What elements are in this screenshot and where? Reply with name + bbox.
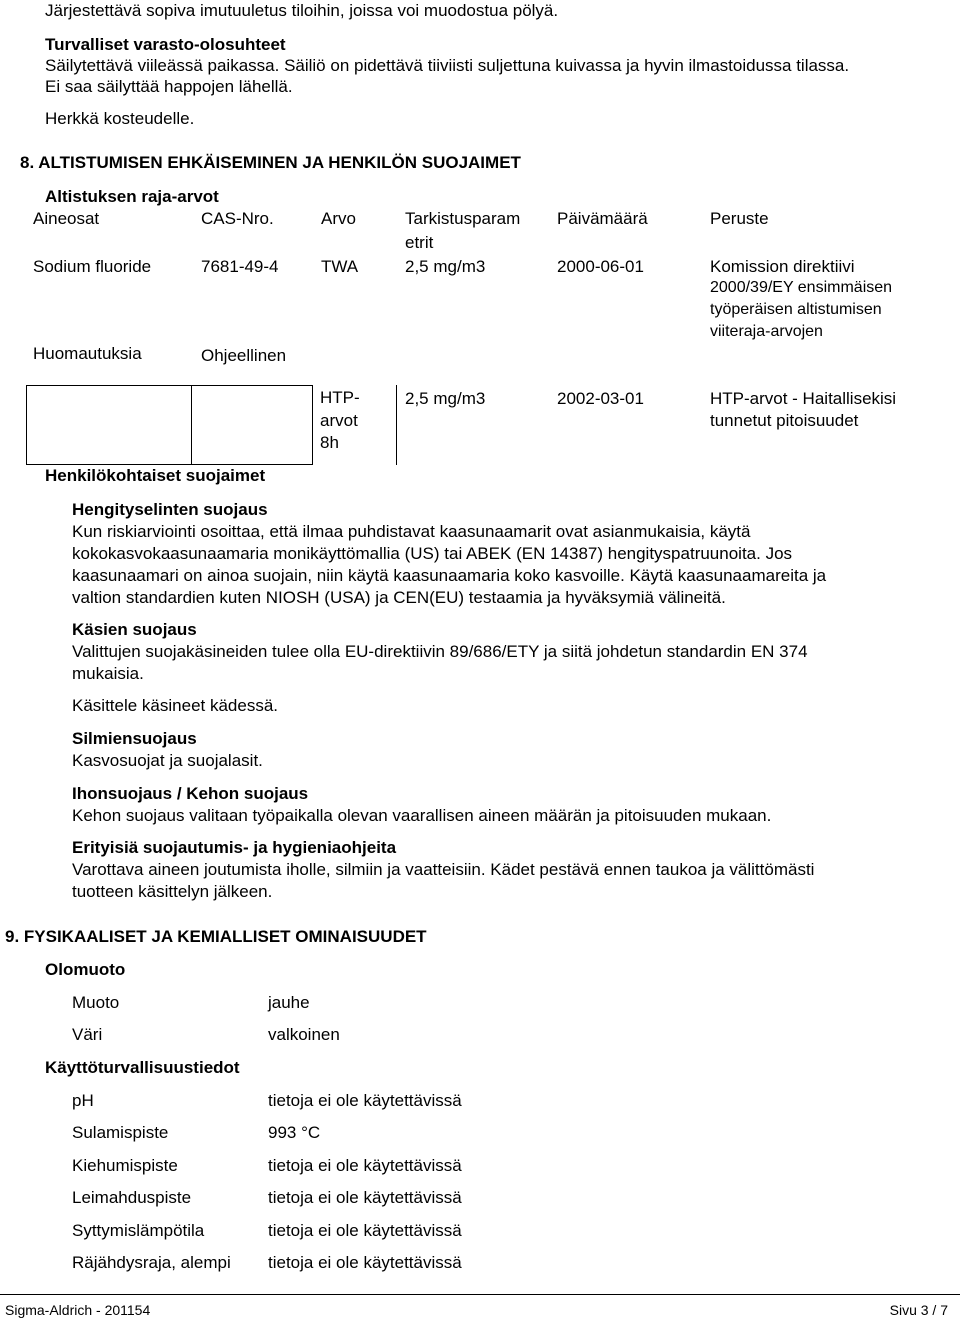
respiratory-text-3: kaasunaamari on ainoa suojain, niin käytä kaasunaamaria koko kasvoille. Käytä kaasunaamareita ja — [72, 566, 827, 585]
section-8-title: 8. ALTISTUMISEN EHKÄISEMINEN JA HENKILÖN SUOJAIMET — [20, 153, 521, 172]
cell-basis-3: työperäisen altistumisen — [710, 301, 882, 318]
col-header-component: Aineosat — [33, 209, 100, 228]
color-value: valkoinen — [268, 1025, 340, 1044]
col-header-cas: CAS-Nro. — [201, 209, 274, 228]
prop-value-ph: tietoja ei ole käytettävissä — [268, 1091, 462, 1110]
remarks-label: Huomautuksia — [33, 344, 142, 363]
cell-basis-2: 2000/39/EY ensimmäisen — [710, 279, 893, 296]
hygiene-text-1: Varottava aineen joutumista iholle, silmiin ja vaatteisiin. Kädet pestävä ennen taukoa ja välittömästi — [72, 860, 815, 879]
footer-page-number: Sivu 3 / 7 — [889, 1302, 948, 1318]
storage-text-2: Ei saa säilyttää happojen lähellä. — [45, 77, 293, 96]
respiratory-text-1: Kun riskiarviointi osoittaa, että ilmaa puhdistavat kaasunaamarit ovat asianmukaisia, käytä — [72, 522, 751, 541]
skin-protection-text: Kehon suojaus valitaan työpaikalla olevan vaarallisen aineen määrän ja pitoisuuden mukaan. — [72, 806, 772, 825]
cell-substance: Sodium fluoride — [33, 257, 152, 276]
ppe-heading: Henkilökohtaiset suojaimet — [45, 466, 266, 485]
storage-heading: Turvalliset varasto-olosuhteet — [45, 35, 286, 54]
eye-protection-text: Kasvosuojat ja suojalasit. — [72, 751, 263, 770]
table2-divider — [396, 385, 397, 465]
safety-data-heading: Käyttöturvallisuustiedot — [45, 1058, 240, 1077]
skin-protection-heading: Ihonsuojaus / Kehon suojaus — [72, 784, 309, 803]
respiratory-heading: Hengityselinten suojaus — [72, 500, 268, 519]
col-header-basis: Peruste — [710, 209, 769, 228]
respiratory-text-4: valtion standardien kuten NIOSH (USA) ja CEN(EU) testaamia ja hyväksymiä välineitä. — [72, 588, 726, 607]
exposure-limits-heading: Altistuksen raja-arvot — [45, 187, 219, 206]
footer-rule — [0, 1294, 960, 1295]
remarks-value: Ohjeellinen — [201, 346, 287, 365]
hygiene-text-2: tuotteen käsittelyn jälkeen. — [72, 882, 273, 901]
htp-date: 2002-03-01 — [557, 389, 644, 408]
color-label: Väri — [72, 1025, 103, 1044]
htp-basis-2: tunnetut pitoisuudet — [710, 411, 859, 430]
prop-value-explosion: tietoja ei ole käytettävissä — [268, 1253, 462, 1272]
cell-basis-1: Komission direktiivi — [710, 257, 855, 276]
col-header-date: Päivämäärä — [557, 209, 648, 228]
empty-cell-cas — [191, 385, 313, 465]
prop-value-boiling: tietoja ei ole käytettävissä — [268, 1156, 462, 1175]
cell-basis-4: viiteraja-arvojen — [710, 323, 823, 340]
cell-value: TWA — [321, 257, 359, 276]
hand-protection-text-1: Valittujen suojakäsineiden tulee olla EU-direktiivin 89/686/ETY ja siitä johdetun standardin EN 374 — [72, 642, 808, 661]
col-header-parameter-2: etrit — [405, 233, 434, 252]
prop-value-flash: tietoja ei ole käytettävissä — [268, 1188, 462, 1207]
htp-value-2: arvot — [320, 411, 358, 430]
eye-protection-heading: Silmiensuojaus — [72, 729, 197, 748]
section-9-title: 9. FYSIKAALISET JA KEMIALLISET OMINAISUUDET — [5, 927, 427, 946]
prop-label-ignition: Syttymislämpötila — [72, 1221, 205, 1240]
form-label: Muoto — [72, 993, 120, 1012]
col-header-value: Arvo — [321, 209, 356, 228]
prop-label-flash: Leimahduspiste — [72, 1188, 192, 1207]
htp-value-1: HTP- — [320, 388, 360, 407]
empty-cell-substance — [26, 385, 192, 465]
htp-value-3: 8h — [320, 433, 339, 452]
moisture-text: Herkkä kosteudelle. — [45, 109, 195, 128]
prop-label-ph: pH — [72, 1091, 94, 1110]
cell-parameter: 2,5 mg/m3 — [405, 257, 486, 276]
col-header-parameter: Tarkistusparam — [405, 209, 521, 228]
footer-left: Sigma-Aldrich - 201154 — [5, 1302, 151, 1318]
prop-value-melting: 993 °C — [268, 1123, 321, 1142]
prop-label-melting: Sulamispiste — [72, 1123, 169, 1142]
prop-label-explosion: Räjähdysraja, alempi — [72, 1253, 231, 1272]
respiratory-text-2: kokokasvokaasunaamaria monikäyttömallia (US) tai ABEK (EN 14387) hengityspatruunoita. Jos — [72, 544, 793, 563]
htp-basis-1: HTP-arvot - Haitallisekisi — [710, 389, 897, 408]
storage-text-1: Säilytettävä viileässä paikassa. Säiliö on pidettävä tiiviisti suljettuna kuivassa ja hyvin ilmastoidussa tilassa. — [45, 56, 850, 75]
prop-value-ignition: tietoja ei ole käytettävissä — [268, 1221, 462, 1240]
ventilation-text: Järjestettävä sopiva imutuuletus tiloihin, joissa voi muodostua pölyä. — [45, 1, 559, 20]
hand-protection-text-2: mukaisia. — [72, 664, 144, 683]
appearance-heading: Olomuoto — [45, 960, 126, 979]
form-value: jauhe — [268, 993, 310, 1012]
prop-label-boiling: Kiehumispiste — [72, 1156, 178, 1175]
cell-date: 2000-06-01 — [557, 257, 644, 276]
hand-protection-heading: Käsien suojaus — [72, 620, 197, 639]
cell-cas: 7681-49-4 — [201, 257, 279, 276]
hygiene-heading: Erityisiä suojautumis- ja hygieniaohjeita — [72, 838, 397, 857]
hand-protection-extra: Käsittele käsineet kädessä. — [72, 696, 279, 715]
htp-parameter: 2,5 mg/m3 — [405, 389, 486, 408]
